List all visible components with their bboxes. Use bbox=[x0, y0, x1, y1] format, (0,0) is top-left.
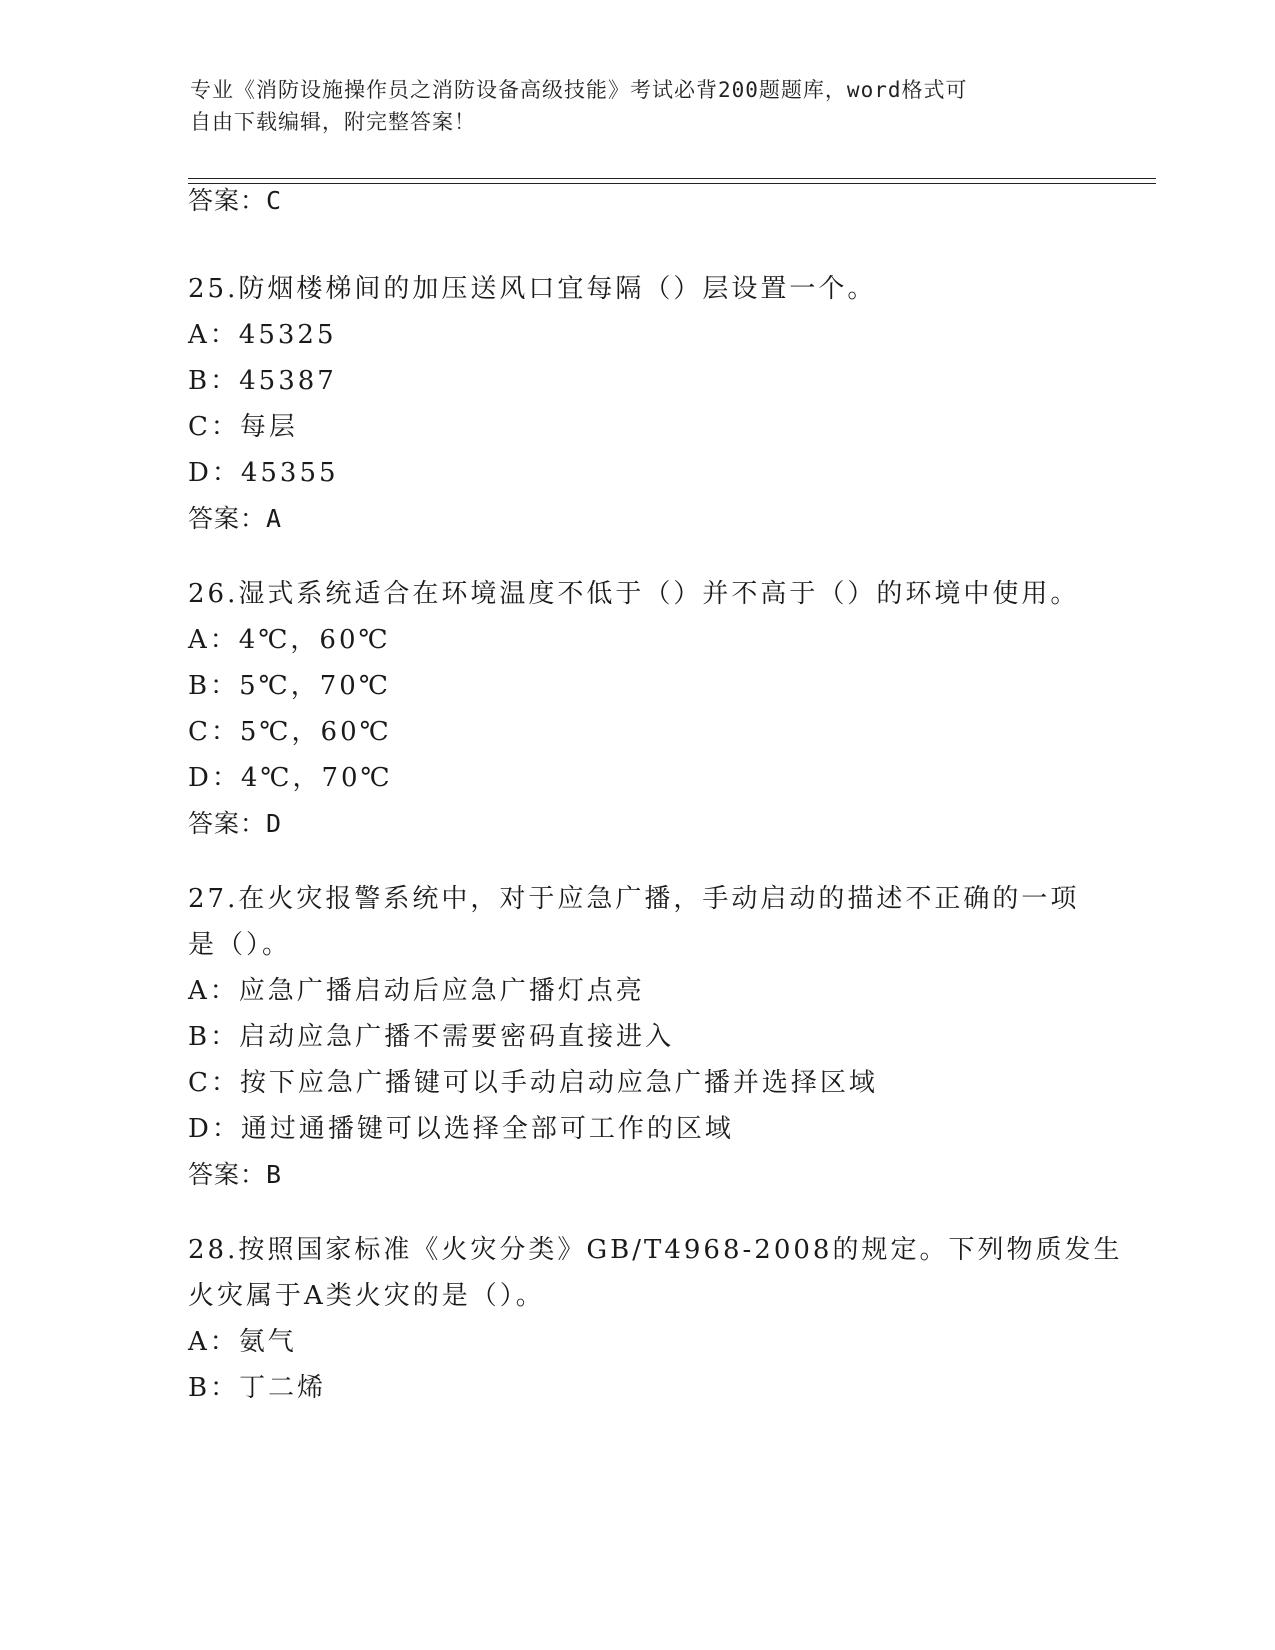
question-text: 26.湿式系统适合在环境温度不低于（）并不高于（）的环境中使用。 bbox=[188, 579, 1080, 609]
option-d: D：4℃，70℃ bbox=[188, 763, 393, 793]
question-26 bbox=[188, 571, 1088, 847]
question-27 bbox=[188, 876, 1088, 1198]
question-28 bbox=[188, 1227, 1123, 1411]
option-d: D：45355 bbox=[188, 458, 339, 488]
option-b: B：启动应急广播不需要密码直接进入 bbox=[188, 1022, 675, 1052]
question-text-continued: 火灾属于A类火灾的是（）。 bbox=[188, 1281, 545, 1311]
option-a: A：应急广播启动后应急广播灯点亮 bbox=[188, 976, 645, 1006]
question-text: 27.在火灾报警系统中，对于应急广播，手动启动的描述不正确的一项 bbox=[188, 884, 1080, 914]
option-c: C：5℃，60℃ bbox=[188, 717, 392, 747]
option-d: D：通过通播键可以选择全部可工作的区域 bbox=[188, 1114, 734, 1144]
option-b: B：45387 bbox=[188, 366, 337, 396]
document-header bbox=[190, 74, 1070, 138]
question-text-continued: 是（）。 bbox=[188, 930, 292, 960]
option-b: B：5℃，70℃ bbox=[188, 671, 391, 701]
question-25 bbox=[188, 266, 1088, 542]
answer-text: 答案：C bbox=[188, 186, 283, 215]
option-a: A：氨气 bbox=[188, 1327, 297, 1357]
option-c: C：按下应急广播键可以手动启动应急广播并选择区域 bbox=[188, 1068, 878, 1098]
header-line-1: 专业《消防设施操作员之消防设备高级技能》考试必背200题题库，word格式可 bbox=[190, 78, 968, 102]
previous-answer-block bbox=[188, 178, 1088, 224]
option-a: A：4℃，60℃ bbox=[188, 625, 391, 655]
option-c: C：每层 bbox=[188, 412, 298, 442]
answer-text: 答案：B bbox=[188, 1160, 283, 1189]
question-text: 28.按照国家标准《火灾分类》GB/T4968-2008的规定。下列物质发生 bbox=[188, 1235, 1123, 1265]
answer-text: 答案：D bbox=[188, 809, 283, 838]
question-text: 25.防烟楼梯间的加压送风口宜每隔（）层设置一个。 bbox=[188, 274, 877, 304]
answer-text: 答案：A bbox=[188, 504, 283, 533]
header-line-2: 自由下载编辑，附完整答案！ bbox=[190, 110, 476, 134]
option-b: B：丁二烯 bbox=[188, 1373, 327, 1403]
option-a: A：45325 bbox=[188, 320, 337, 350]
